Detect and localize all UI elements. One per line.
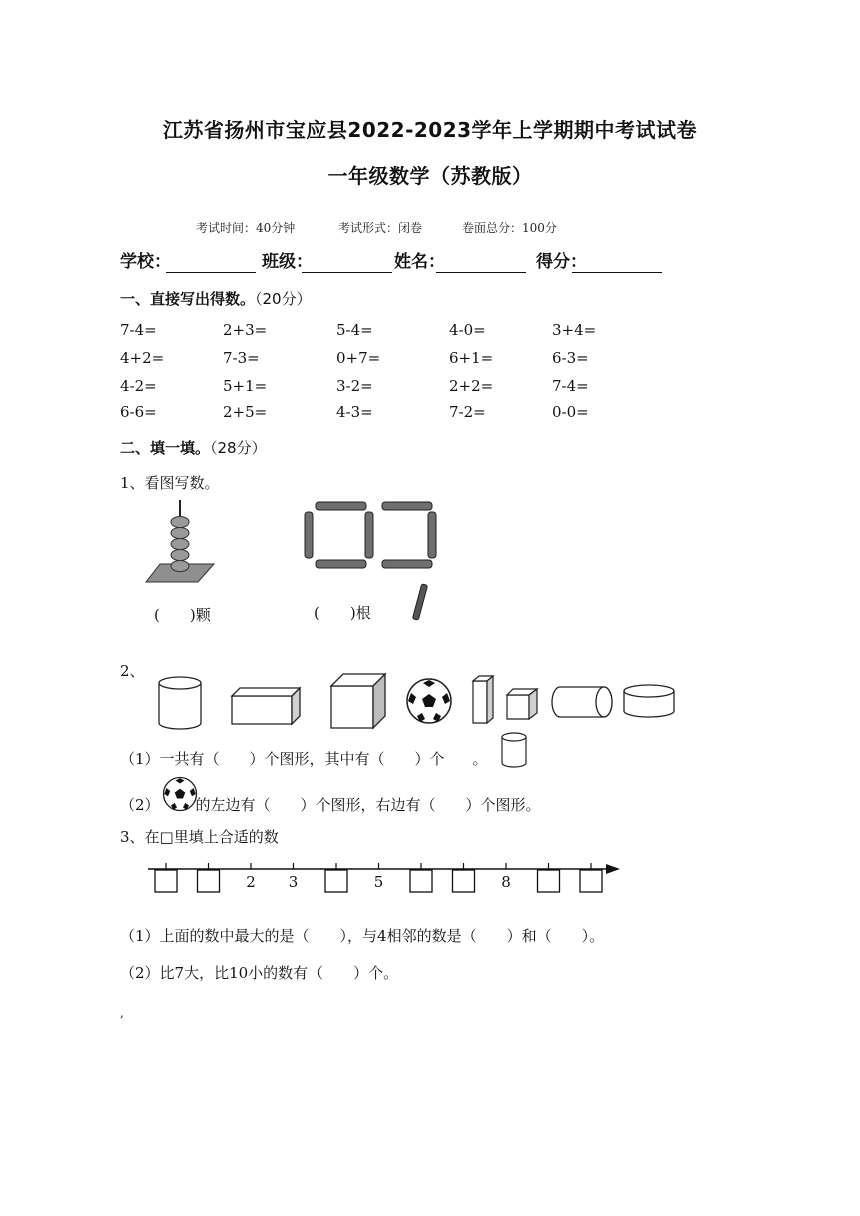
section1-heading: [120, 288, 312, 309]
number-line-label: 8: [501, 873, 511, 891]
number-line-label: 3: [288, 873, 299, 891]
q2-sub2-prefix: （2）: [120, 796, 160, 814]
equation: 7-4=: [552, 377, 589, 395]
exam-form: 考试形式：闭卷: [338, 221, 423, 235]
name-label: 姓名：: [394, 252, 445, 272]
number-line-answer-box[interactable]: [580, 870, 602, 892]
q2-sub2-text: 的左边有（ ）个图形，右边有（ ）个图形。: [195, 796, 541, 814]
stray-mark: ,: [120, 1006, 124, 1020]
equation: 0+7=: [336, 349, 381, 367]
number-line-label: 5: [373, 873, 384, 891]
exam-subtitle: 一年级数学（苏教版）: [327, 164, 533, 188]
small-cube-shape-icon: [505, 687, 539, 721]
q3-label: 3、在□里填上合适的数: [120, 828, 279, 846]
q3-sub2: （2）比7大，比10小的数有（ ）个。: [120, 964, 399, 982]
score-field[interactable]: [572, 272, 662, 273]
horizontal-cylinder-shape-icon: [550, 685, 614, 719]
class-field[interactable]: [302, 272, 392, 273]
number-line-answer-box[interactable]: [155, 870, 177, 892]
single-stick-icon: [410, 582, 430, 622]
equation: 7-4=: [120, 321, 157, 339]
section2-points: （28分）: [210, 439, 267, 457]
total-score: 卷面总分：100分: [462, 221, 557, 235]
exam-time: 考试时间：40分钟: [196, 221, 296, 235]
number-line: [140, 850, 630, 900]
cube-shape-icon: [329, 672, 387, 730]
prism-shape-icon: [471, 675, 495, 725]
equation: 7-3=: [223, 349, 260, 367]
equation: 6-6=: [120, 403, 157, 421]
beads-answer[interactable]: ( )颗: [154, 606, 211, 624]
q2-label: 2、: [120, 662, 145, 680]
equation: 2+2=: [449, 377, 494, 395]
section2-heading: [120, 437, 267, 458]
score-label: 得分：: [536, 252, 587, 272]
number-line-answer-box[interactable]: [198, 870, 220, 892]
number-line-answer-box[interactable]: [410, 870, 432, 892]
equation: 5+1=: [223, 377, 268, 395]
q2-sub1-text: （1）一共有（ ）个图形，其中有（ ）个: [120, 750, 445, 768]
school-field[interactable]: [166, 272, 256, 273]
section1-points: （20分）: [255, 290, 312, 308]
equation: 2+3=: [223, 321, 268, 339]
name-field[interactable]: [436, 272, 526, 273]
cylinder-shape-icon: [157, 675, 203, 731]
equation: 5-4=: [336, 321, 373, 339]
number-line-label: 2: [246, 873, 256, 891]
equation: 3-2=: [336, 377, 373, 395]
number-line-arrow: [606, 864, 620, 874]
school-label: 学校：: [120, 252, 171, 272]
equation: 2+5=: [223, 403, 268, 421]
q2-sub1: [120, 748, 488, 769]
cuboid-shape-icon: [230, 686, 302, 726]
equation: 0-0=: [552, 403, 589, 421]
sticks-answer[interactable]: ( )根: [314, 604, 371, 622]
q3-sub1: （1）上面的数中最大的是（ ），与4相邻的数是（ ）和（ ）。: [120, 927, 605, 945]
equation: 4-3=: [336, 403, 373, 421]
short-cylinder-shape-icon: [622, 683, 676, 719]
exam-title: 江苏省扬州市宝应县2022-2023学年上学期期中考试试卷: [162, 118, 698, 142]
abacus-beads-image: [144, 498, 216, 584]
soccer-ball-icon: [405, 677, 453, 725]
section2-title: 二、填一填。: [120, 439, 211, 457]
equation: 6+1=: [449, 349, 494, 367]
equation: 4-0=: [449, 321, 486, 339]
number-line-answer-box[interactable]: [453, 870, 475, 892]
class-label: 班级：: [262, 252, 313, 272]
equation: 6-3=: [552, 349, 589, 367]
section1-title: 一、直接写出得数。: [120, 290, 256, 308]
equation: 7-2=: [449, 403, 486, 421]
number-line-answer-box[interactable]: [325, 870, 347, 892]
sticks-image: [300, 500, 440, 575]
equation: 4-2=: [120, 377, 157, 395]
equation: 3+4=: [552, 321, 597, 339]
soccer-ball-inline-icon: [162, 776, 198, 812]
cylinder-inline-icon: [500, 731, 528, 769]
q2-sub1-end: 。: [472, 750, 488, 768]
q1-label: 1、看图写数。: [120, 474, 220, 492]
equation: 4+2=: [120, 349, 165, 367]
number-line-answer-box[interactable]: [538, 870, 560, 892]
